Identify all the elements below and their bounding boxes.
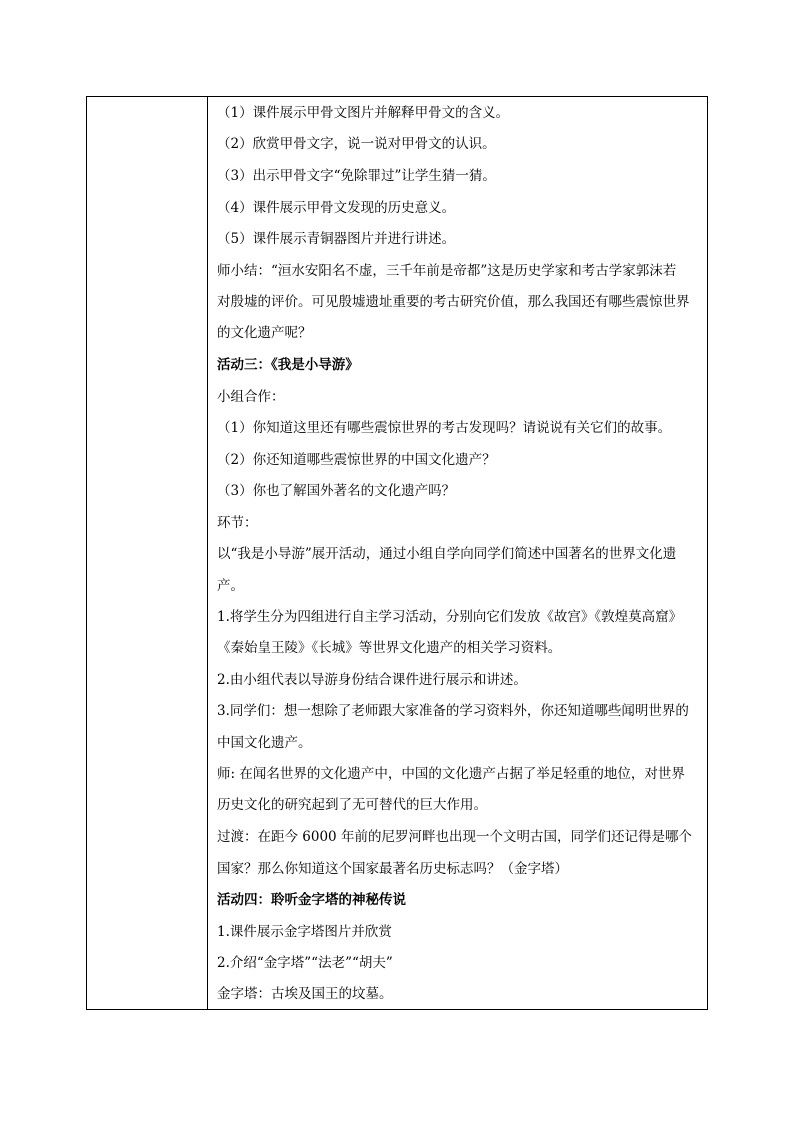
text-line: 以“我是小导游”展开活动，通过小组自学向同学们简述中国著名的世界文化遗 (217, 546, 677, 562)
text-line: 小组合作： (217, 389, 285, 405)
lesson-plan-table (86, 96, 708, 1010)
text-line: 过渡：在距今 6000 年前的尼罗河畔也出现一个文明古国，同学们还记得是哪个 (217, 829, 692, 845)
text-line: 1.将学生分为四组进行自主学习活动，分别向它们发放《故宫》《敦煌莫高窟》 (217, 609, 683, 625)
text-line: 师: 在闻名世界的文化遗产中，中国的文化遗产占据了举足轻重的地位，对世界 (217, 766, 685, 782)
text-line: （1）课件展示甲骨文图片并解释甲骨文的含义。 (217, 105, 510, 121)
text-line: （3）出示甲骨文字“免除罪过”让学生猜一猜。 (217, 168, 496, 184)
text-line: （2）欣赏甲骨文字，说一说对甲骨文的认识。 (217, 136, 496, 152)
text-line: 《秦始皇王陵》《长城》等世界文化遗产的相关学习资料。 (217, 640, 562, 656)
text-line: 国家？那么你知道这个国家最著名历史标志吗？（金字塔） (217, 861, 568, 877)
text-line: （1）你知道这里还有哪些震惊世界的考古发现吗？请说说有关它们的故事。 (217, 420, 672, 436)
text-line: 3.同学们：想一想除了老师跟大家准备的学习资料外，你还知道哪些闻明世界的 (217, 703, 689, 719)
text-line: （5）课件展示青铜器图片并进行讲述。 (217, 231, 456, 247)
text-line: 历史文化的研究起到了无可替代的巨大作用。 (217, 797, 487, 813)
text-line: 中国文化遗产。 (217, 735, 312, 751)
section-heading: 活动三：《我是小导游》 (217, 357, 359, 373)
section-heading: 活动四：聆听金字塔的神秘传说 (217, 892, 406, 908)
text-line: 环节： (217, 515, 258, 531)
text-line: （4）课件展示甲骨文发现的历史意义。 (217, 200, 456, 216)
text-line: 师小结：“洹水安阳名不虚，三千年前是帝都”这是历史学家和考古学家郭沫若 (217, 263, 677, 279)
text-line: 对殷墟的评价。可见殷墟遗址重要的考古研究价值，那么我国还有哪些震惊世界 (217, 294, 690, 310)
text-line: 的文化遗产呢？ (217, 325, 312, 341)
text-line: 2.由小组代表以导游身份结合课件进行展示和讲述。 (217, 672, 527, 688)
text-line: （3）你也了解国外著名的文化遗产吗？ (217, 483, 456, 499)
text-line: 1.课件展示金字塔图片并欣赏 (217, 924, 392, 940)
left-column-cell (87, 97, 208, 1009)
text-line: 2.介绍“金字塔”“法老”“胡夫” (217, 955, 393, 971)
content-cell (209, 97, 707, 1009)
text-line: （2）你还知道哪些震惊世界的中国文化遗产？ (217, 452, 496, 468)
text-line: 产。 (217, 578, 244, 594)
text-line: 金字塔：古埃及国王的坟墓。 (217, 986, 393, 1002)
